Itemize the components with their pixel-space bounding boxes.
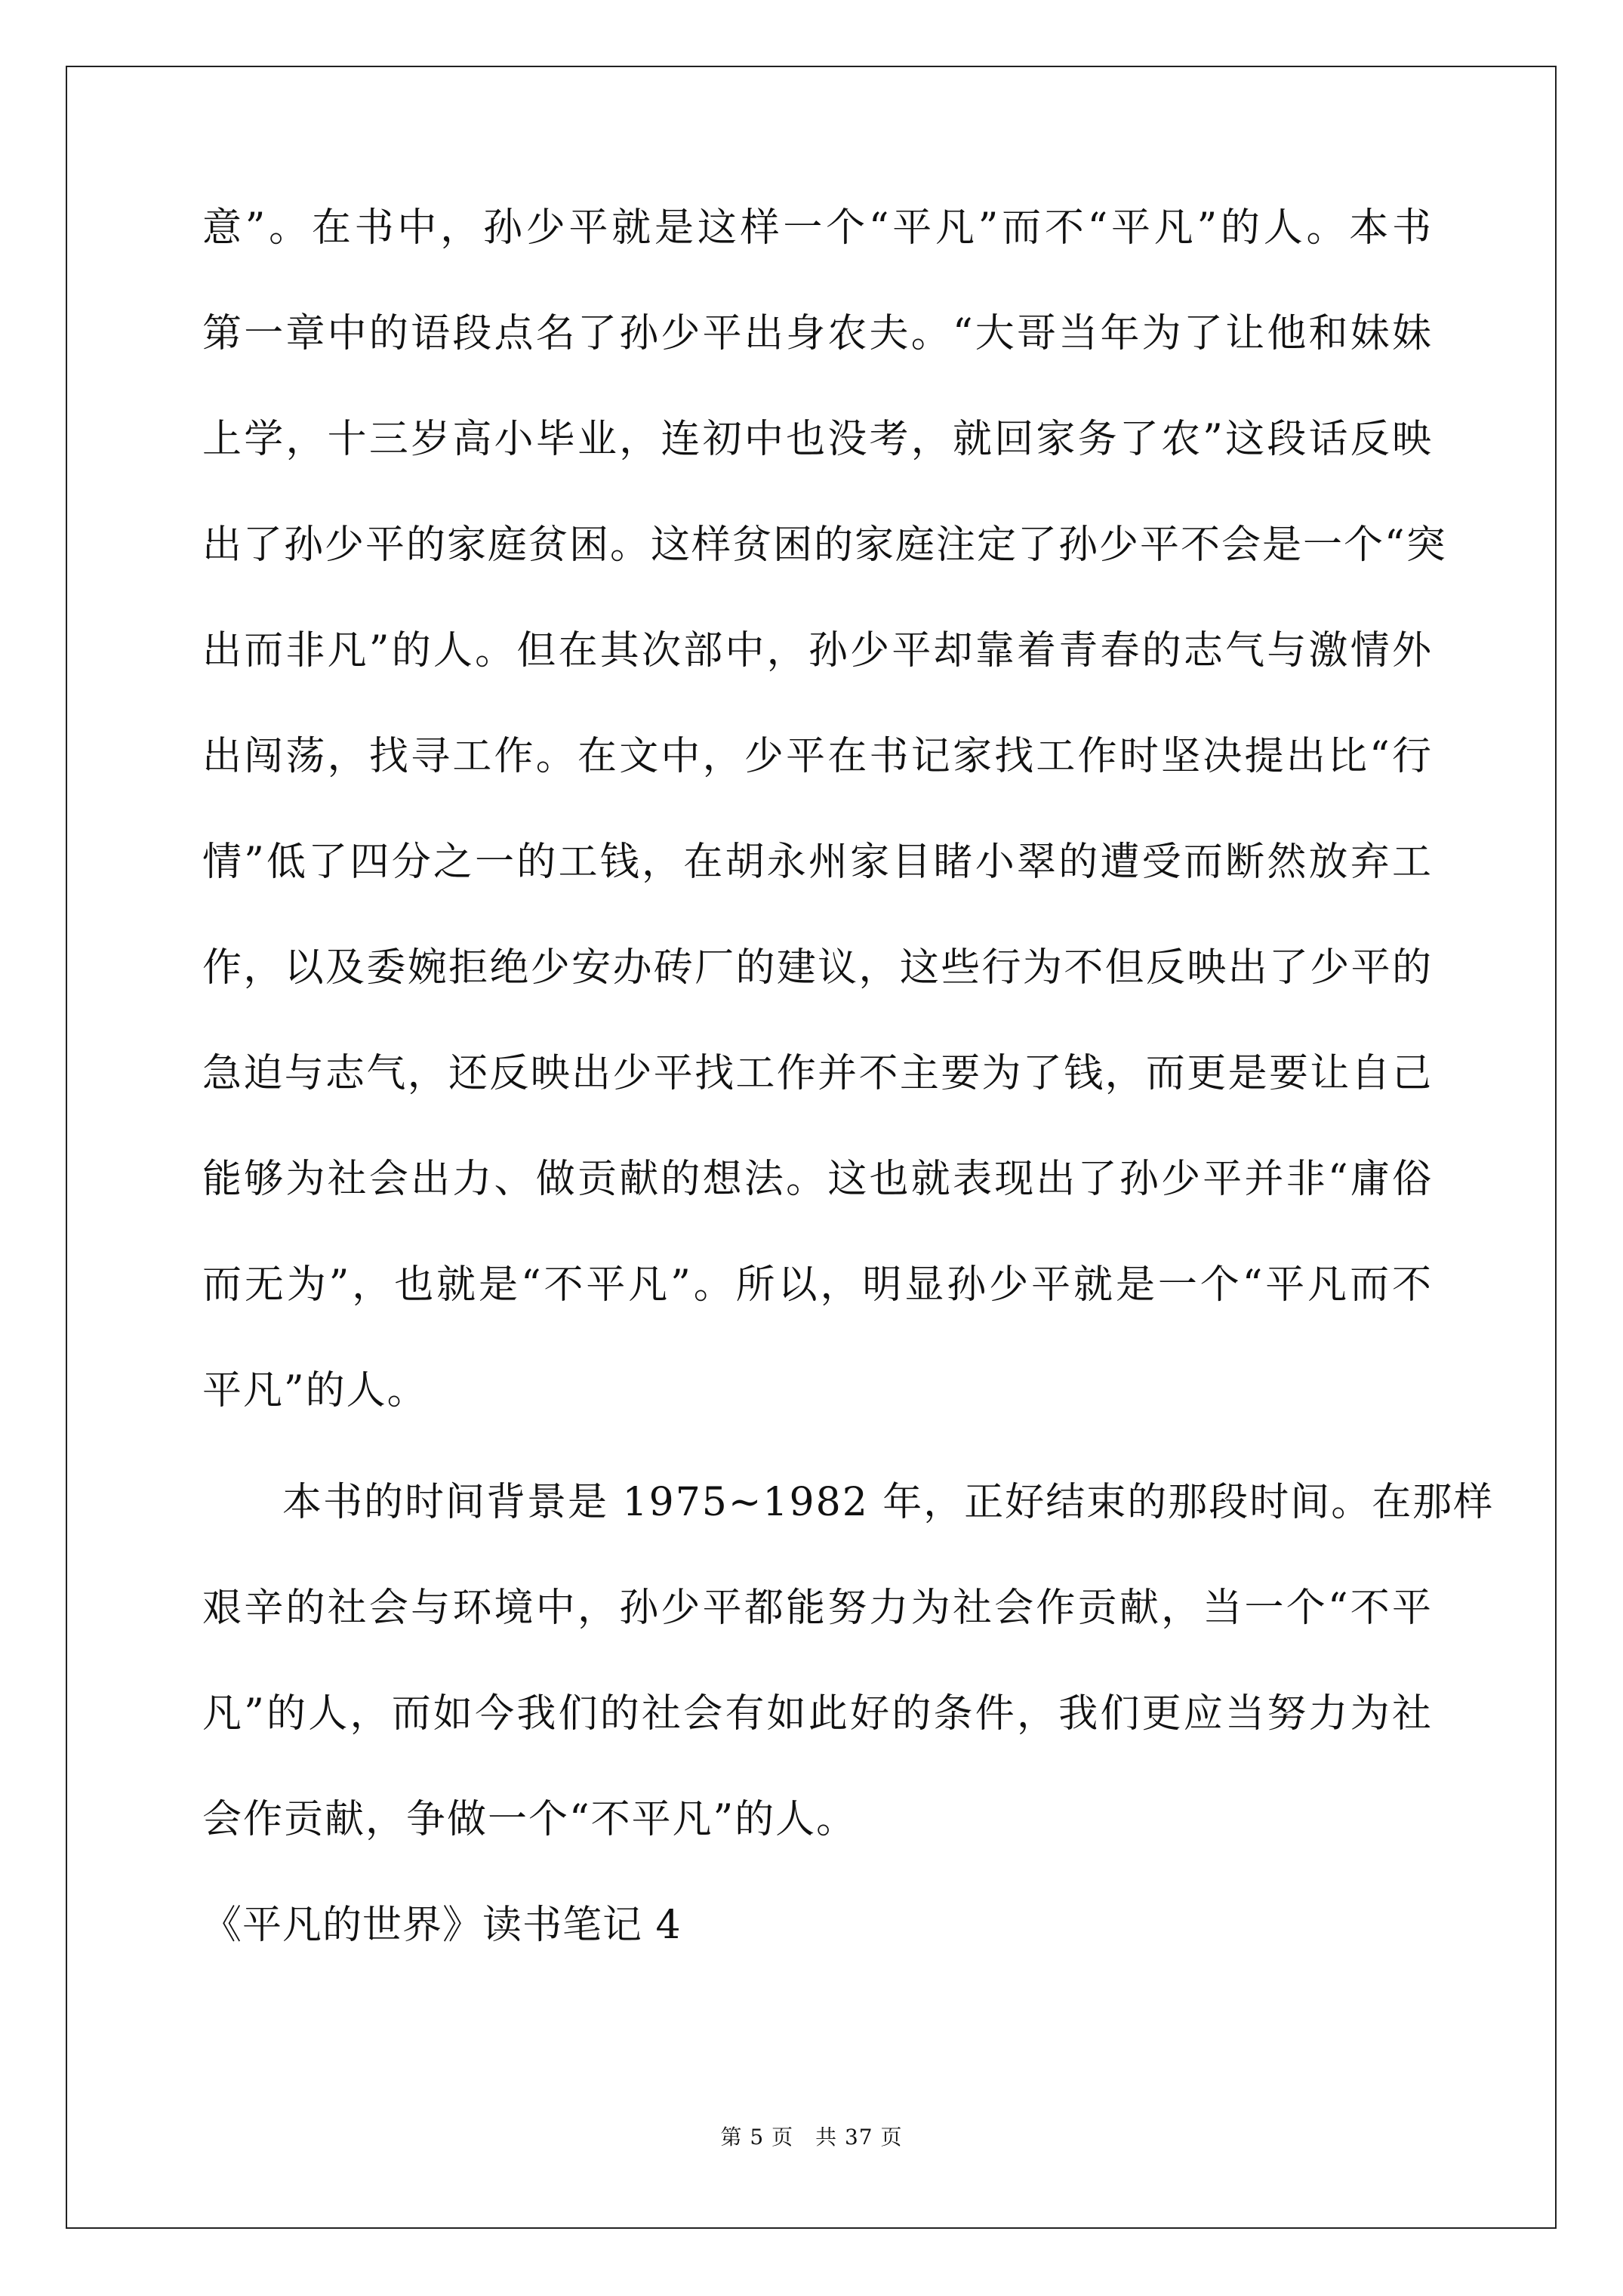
text-line: 急迫与志气，还反映出少平找工作并不主要为了钱，而更是要让自己 [202, 1051, 1433, 1096]
text-line: 平凡”的人。 [202, 1368, 428, 1413]
paragraph-2 [202, 1478, 1495, 1844]
text-line: 出而非凡”的人。但在其次部中，孙少平却靠着青春的志气与激情外 [202, 628, 1433, 673]
text-line: 第一章中的语段点名了孙少平出身农夫。“大哥当年为了让他和妹妹 [202, 311, 1433, 356]
text-line: 作，以及委婉拒绝少安办砖厂的建议，这些行为不但反映出了少平的 [202, 945, 1433, 991]
section-heading: 《平凡的世界》读书笔记 4 [202, 1903, 682, 1948]
text-line: 凡”的人，而如今我们的社会有如此好的条件，我们更应当努力为社 [202, 1691, 1433, 1737]
text-line: 会作贡献，争做一个“不平凡”的人。 [202, 1797, 858, 1842]
paragraph-1 [202, 204, 1447, 1415]
text-line: 意”。在书中，孙少平就是这样一个“平凡”而不“平凡”的人。本书 [202, 205, 1433, 251]
text-line: 出闯荡，找寻工作。在文中，少平在书记家找工作时坚决提出比“行 [202, 734, 1433, 779]
text-line: 上学，十三岁高小毕业，连初中也没考，就回家务了农”这段话反映 [202, 417, 1433, 462]
document-body [202, 204, 1495, 1949]
text-line: 能够为社会出力、做贡献的想法。这也就表现出了孙少平并非“庸俗 [202, 1157, 1433, 1202]
text-line: 艰辛的社会与环境中，孙少平都能努力为社会作贡献，当一个“不平 [202, 1586, 1433, 1631]
text-line: 出了孙少平的家庭贫困。这样贫困的家庭注定了孙少平不会是一个“突 [202, 522, 1447, 568]
text-line: 本书的时间背景是 1975~1982 年，正好结束的那段时间。在那样 [282, 1480, 1495, 1525]
page-number-footer: 第 5 页 共 37 页 [720, 2125, 903, 2150]
text-line: 而无为”，也就是“不平凡”。所以，明显孙少平就是一个“平凡而不 [202, 1262, 1433, 1308]
text-line: 情”低了四分之一的工钱，在胡永州家目睹小翠的遭受而断然放弃工 [202, 840, 1433, 885]
